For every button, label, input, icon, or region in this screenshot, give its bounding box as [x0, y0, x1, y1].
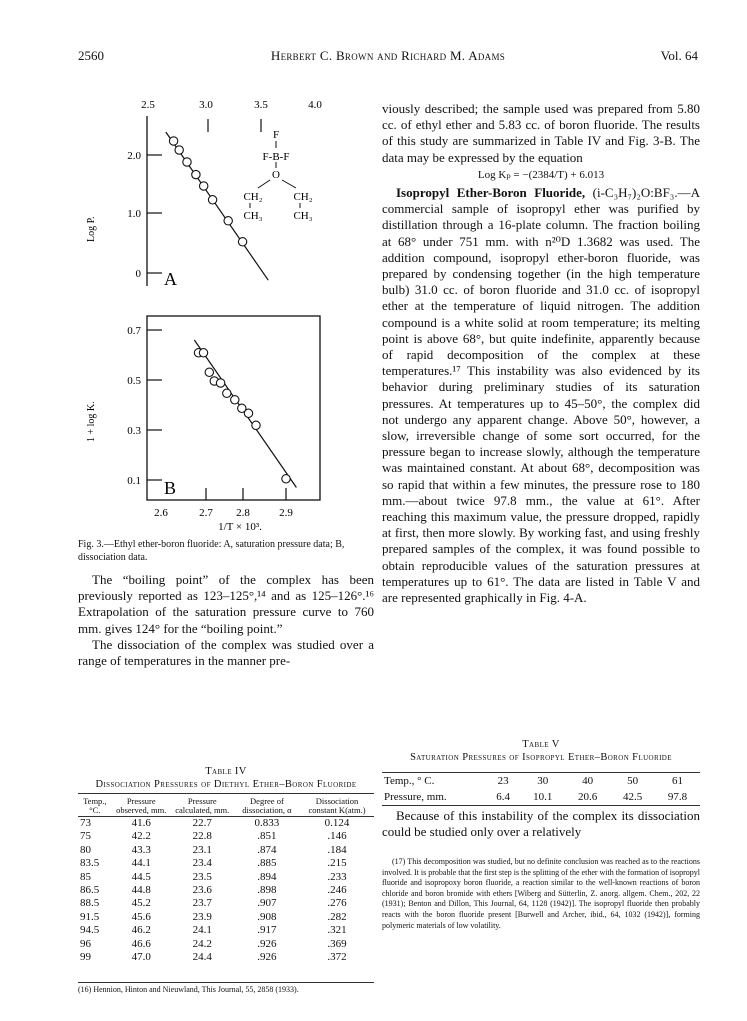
page-number: 2560	[78, 48, 104, 63]
data-point	[175, 146, 183, 154]
table-row	[78, 938, 374, 951]
paragraph: Because of this instability of the complex its dissociation could be studied only over a relatively	[382, 808, 700, 840]
paragraph	[382, 185, 700, 606]
table-cell: .851	[257, 830, 277, 843]
table-cell: 23.5	[192, 870, 212, 883]
table-row	[78, 924, 374, 937]
table-cell: .885	[257, 857, 277, 870]
footnote-text: (17) This decomposition was studied, but no definite conclusion was reached as to the reactions involved. It is probable that the first step is the splitting of the ether with the formation of isopropyl fluoride and isopropoxy boron fluoride, a reaction similar to the well-known reactions of boron chloride and boron bromide with ethers [Wiberg and Sütterlin, Z. anorg. allgem. Chem., 202, 22 (1931); Benton and Dillon, This Journal, 64, 1128 (1942)]. The isopropyl fluoride then probably reacts with the boron fluoride present [Burwell and Archer, ibid., 64, 1032 (1942)], forming polymeric materials of low volatility.	[382, 857, 700, 930]
table-cell: 61	[672, 775, 684, 787]
table-cell: 0.124	[324, 817, 350, 829]
data-point	[244, 409, 252, 417]
data-point	[200, 182, 208, 190]
panel-a-ytick-label: 0	[135, 268, 141, 280]
table-cell: .184	[327, 843, 347, 856]
bottom-tick-label: 2.8	[236, 507, 250, 519]
table-cell: .372	[327, 951, 347, 964]
table-cell: 83.5	[80, 857, 100, 870]
top-tick-label: 4.0	[308, 99, 322, 111]
table-cell: 23.9	[192, 910, 212, 923]
table-cell: 96	[80, 937, 91, 950]
table-cell: .276	[327, 897, 347, 910]
table-cell: .894	[257, 870, 277, 883]
table-cell: .215	[327, 857, 347, 870]
table-cell: 40	[582, 775, 594, 787]
footnote-16: (16) Hennion, Hinton and Nieuwland, This Journal, 55, 2858 (1933).	[78, 985, 299, 994]
data-point	[199, 349, 207, 357]
table-cell: 24.1	[192, 924, 212, 937]
table-cell: 43.3	[131, 843, 151, 856]
table-cell: 50	[627, 775, 639, 787]
formula-ch3-left: CH₃	[243, 210, 263, 222]
table-iv-bottom-rule	[78, 982, 374, 983]
table-v-caption	[382, 738, 700, 764]
table-cell: .146	[327, 830, 347, 843]
section-heading: Isopropyl Ether-Boron Fluoride,	[396, 185, 586, 201]
table-row	[78, 897, 374, 910]
data-point	[231, 396, 239, 404]
paragraph-body: —A commercial sample of isopropyl ether was purified by distillation through a 16-plate column. The fraction boiling at 68° under 751 mm. with n²⁰D 1.3682 was used. The addition compound, isopropyl ether-boron fluoride, was prepared by condensing together (in the high temperature bulb) 31.0 cc. of boron fluoride and 31.0 cc. of isopropyl ether at the temperature of liquid nitrogen. The addition compound is a white solid at room temperature; its melting point is above 68°, but quite indefinite, apparently because of rapid decomposition of the complex at these temperatures.¹⁷ This instability was also evidenced by its behavior during preliminary studies of its saturation pressures. At temperatures up to 45–50°, the complex did not undergo any apparent change. Above 50°, however, a slow, irreversible change of some sort occurred, for the pressure began to increase slowly, although the temperature was maintained constant. At about 68°, decomposition was so rapid that within a few minutes, the pressure rose to 180 mm.—about twice 97.8 mm., the value at 61°. After reaching this maximum value, the pressure dropped, rapidly at first, then more slowly. By working fast, and using freshly prepared samples of the complex, it was found possible to obtain reproducible values of the saturation pressures at temperatures up to 61°. The data are listed in Table V and are represented graphically in Fig. 4-A.	[382, 185, 700, 606]
table-cell: 88.5	[80, 897, 100, 910]
data-point	[192, 170, 200, 178]
data-point	[238, 238, 246, 246]
table-cell: 97.8	[667, 791, 688, 803]
column-header: Degree of dissociation, α	[234, 797, 300, 817]
panel-b-letter: B	[164, 478, 177, 498]
table-cell: 46.6	[131, 937, 151, 950]
top-tick-label: 2.5	[141, 99, 155, 111]
formula-ch2-right: CH₂	[293, 191, 313, 203]
table-v-title: Saturation Pressures of Isopropyl Ether–Boron Fluoride	[410, 752, 672, 763]
table-cell: 99	[80, 951, 91, 964]
x-axis-label: 1/T × 10³.	[218, 521, 262, 532]
formula-bond	[258, 180, 270, 188]
table-cell: .908	[257, 910, 277, 923]
column-header: Dissociation constant K(atm.)	[300, 797, 374, 817]
panel-b	[86, 316, 320, 500]
data-point	[208, 196, 216, 204]
bottom-axis-ticks	[154, 507, 293, 519]
table-cell: .369	[327, 937, 347, 950]
formula-ch2-left: CH₂	[243, 191, 263, 203]
table-cell: 85	[80, 870, 91, 883]
table-cell: 91.5	[80, 910, 100, 923]
formula-f-top: F	[272, 129, 280, 141]
panel-a-ytick-label: 1.0	[127, 208, 141, 220]
panel-b-ytick-label: 0.1	[127, 475, 141, 487]
table-cell: 6.4	[496, 791, 511, 803]
table-cell: .233	[327, 870, 347, 883]
table-cell: 23	[497, 775, 509, 787]
table-cell: 44.8	[131, 884, 151, 897]
table-cell: Pressure, mm.	[384, 791, 447, 803]
paragraph: The “boiling point” of the complex has been previously reported as 123–125°,¹⁴ and as 125–126°.¹⁶ Extrapolation of the saturation pressure curve to 760 mm. gives 124° for the “boiling point.”	[78, 572, 374, 636]
table-cell: 75	[80, 830, 91, 843]
table-cell: Temp., ° C.	[384, 775, 435, 787]
table-cell: 22.8	[192, 830, 212, 843]
table-cell: 10.1	[533, 791, 553, 803]
data-point	[205, 368, 213, 376]
table-cell: 86.5	[80, 884, 100, 897]
volume-number: Vol. 64	[660, 48, 698, 63]
table-v-label: Table V	[522, 739, 560, 750]
table-cell: 23.4	[192, 857, 212, 870]
table-row	[78, 911, 374, 924]
table-row	[78, 857, 374, 870]
formula-o: O	[272, 169, 280, 181]
running-title: Herbert C. Brown and Richard M. Adams	[270, 48, 506, 63]
structural-formula	[243, 129, 312, 222]
table-cell: 23.1	[192, 843, 212, 856]
figure-caption: Fig. 3.—Ethyl ether-boron fluoride: A, saturation pressure data; B, dissociation data.	[78, 539, 345, 563]
table-cell: 0.833	[254, 817, 280, 829]
panel-b-ytick-label: 0.3	[127, 425, 141, 437]
equation: Log Kₚ = −(2384/T) + 6.013	[477, 168, 605, 181]
table-iv-title: Dissociation Pressures of Diethyl Ether–Boron Fluoride	[95, 779, 357, 790]
table-iv-top-rule	[78, 793, 374, 794]
table-iv-body	[78, 817, 374, 965]
table-cell: 80	[80, 843, 91, 856]
table-cell: .917	[257, 924, 277, 937]
table-cell: 24.4	[192, 951, 212, 964]
table-cell: .926	[257, 937, 277, 950]
column-header: Pressure observed, mm.	[112, 797, 171, 817]
table-cell: .898	[257, 884, 277, 897]
table-cell: 73	[80, 817, 91, 829]
table-iv-label: Table IV	[205, 766, 247, 777]
top-tick-label: 3.5	[254, 99, 268, 111]
table-row	[78, 844, 374, 857]
panel-b-frame	[147, 316, 320, 500]
data-point	[223, 389, 231, 397]
panel-b-ytick-label: 0.5	[127, 375, 141, 387]
table-row	[78, 951, 374, 964]
table-cell: .246	[327, 884, 347, 897]
data-point	[169, 137, 177, 145]
top-axis-ticks	[141, 99, 322, 111]
top-tick-label: 3.0	[199, 99, 213, 111]
panel-a-letter: A	[164, 269, 177, 289]
table-cell: .282	[327, 910, 347, 923]
table-cell: 24.2	[192, 937, 212, 950]
table-row	[78, 884, 374, 897]
paragraph: The dissociation of the complex was studied over a range of temperatures in the manner pre-	[78, 636, 374, 669]
panel-a-points	[169, 137, 246, 246]
table-cell: 94.5	[80, 924, 100, 937]
table-row	[78, 871, 374, 884]
data-point	[216, 379, 224, 387]
table-cell: .874	[257, 843, 277, 856]
right-column-text-continued	[382, 808, 700, 840]
table-cell: 46.2	[131, 924, 151, 937]
data-point	[282, 475, 290, 483]
table-cell: .907	[257, 897, 277, 910]
table-iv-caption	[78, 765, 374, 791]
table-cell: 23.6	[192, 884, 212, 897]
bottom-tick-label: 2.6	[154, 507, 168, 519]
table-cell: 22.7	[192, 817, 212, 829]
formula-fbf: F-B-F	[262, 151, 290, 163]
left-column-text	[78, 572, 374, 669]
table-row	[382, 773, 700, 790]
bottom-tick-label: 2.9	[279, 507, 293, 519]
table-cell: 44.5	[131, 870, 151, 883]
panel-b-points	[194, 349, 290, 483]
data-point	[183, 158, 191, 166]
table-cell: 42.2	[131, 830, 151, 843]
panel-b-ylabel: 1 + log K.	[86, 401, 97, 442]
table-header-row	[78, 797, 374, 817]
data-point	[224, 217, 232, 225]
column-header: Pressure calculated, mm.	[171, 797, 234, 817]
right-column-text	[382, 101, 700, 606]
table-cell: 42.5	[622, 791, 643, 803]
table-row	[382, 789, 700, 806]
table-cell: .321	[327, 924, 347, 937]
table-cell: 45.6	[131, 910, 151, 923]
panel-a	[86, 116, 313, 289]
table-cell: 45.2	[131, 897, 151, 910]
table-row	[78, 830, 374, 843]
table-v	[382, 772, 700, 806]
figure-3	[78, 92, 378, 532]
table-cell: .926	[257, 951, 277, 964]
formula-bond	[282, 180, 296, 188]
chemical-formula: (i-C₃H₇)₂O:BF₃.	[592, 185, 678, 201]
data-point	[252, 421, 260, 429]
table-cell: 41.6	[131, 817, 151, 829]
bottom-tick-label: 2.7	[199, 507, 213, 519]
table-cell: 23.7	[192, 897, 212, 910]
table-cell: 47.0	[131, 951, 151, 964]
formula-ch3-right: CH₃	[293, 210, 313, 222]
table-iv	[78, 797, 374, 964]
table-cell: 30	[537, 775, 549, 787]
paragraph: viously described; the sample used was prepared from 5.80 cc. of ethyl ether and 5.83 cc. of boron fluoride. The results of this study are summarized in Table IV and Fig. 3-B. The data may be expressed by the equation	[382, 101, 700, 165]
column-header: Temp., °C.	[78, 797, 112, 817]
footnote-17	[382, 857, 700, 931]
panel-a-ylabel: Log P.	[86, 216, 97, 242]
table-cell: 44.1	[131, 857, 151, 870]
table-cell: 20.6	[578, 791, 598, 803]
panel-a-ytick-label: 2.0	[127, 150, 141, 162]
panel-b-ytick-label: 0.7	[127, 325, 141, 337]
table-row	[78, 817, 374, 831]
